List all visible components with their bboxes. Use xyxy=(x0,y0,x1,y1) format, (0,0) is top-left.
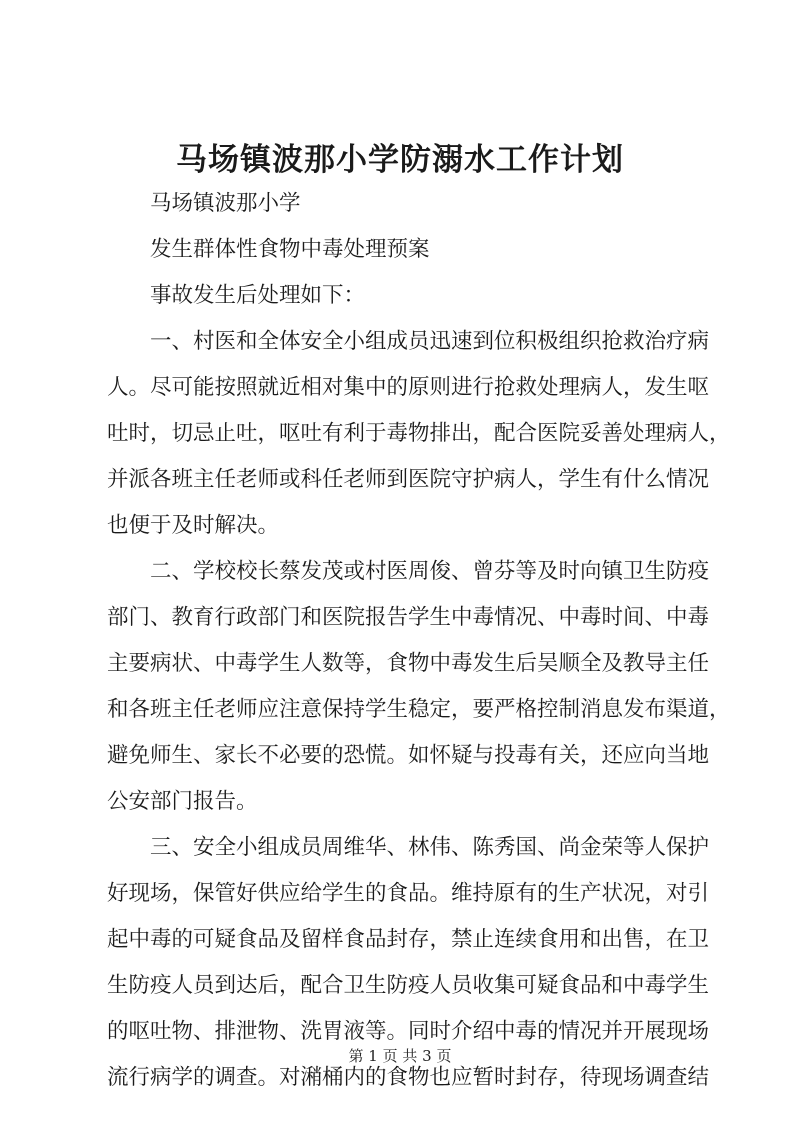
paragraph-line: 发生群体性食物中毒处理预案 xyxy=(150,237,430,262)
paragraph-line: 和各班主任老师应注意保持学生稳定，要严格控制消息发布渠道， xyxy=(107,697,731,722)
paragraph-line: 并派各班主任老师或科任老师到医院守护病人，学生有什么情况 xyxy=(107,467,710,492)
paragraph-line: 人。尽可能按照就近相对集中的原则进行抢救处理病人，发生呕 xyxy=(107,375,710,400)
document-title: 马场镇波那小学防溺水工作计划 xyxy=(176,142,624,178)
paragraph-line: 流行病学的调查。对潲桶内的食物也应暂时封存，待现场调查结 xyxy=(107,1065,710,1090)
document-body xyxy=(107,181,731,1101)
paragraph-line: 马场镇波那小学 xyxy=(150,191,301,216)
paragraph-line: 生防疫人员到达后，配合卫生防疫人员收集可疑食品和中毒学生 xyxy=(107,973,710,998)
page-number-footer: 第 1 页 共 3 页 xyxy=(348,1047,452,1065)
paragraph-line: 公安部门报告。 xyxy=(107,789,258,814)
paragraph-line: 避免师生、家长不必要的恐慌。如怀疑与投毒有关，还应向当地 xyxy=(107,743,710,768)
paragraph-line: 主要病状、中毒学生人数等，食物中毒发生后吴顺全及教导主任 xyxy=(107,651,710,676)
paragraph-line: 起中毒的可疑食品及留样食品封存，禁止连续食用和出售，在卫 xyxy=(107,927,710,952)
paragraph-line: 部门、教育行政部门和医院报告学生中毒情况、中毒时间、中毒 xyxy=(107,605,710,630)
paragraph-line: 的呕吐物、排泄物、洗胃液等。同时介绍中毒的情况并开展现场 xyxy=(107,1019,710,1044)
paragraph-line: 一、村医和全体安全小组成员迅速到位积极组织抢救治疗病 xyxy=(150,329,710,354)
paragraph-line: 吐时，切忌止吐，呕吐有利于毒物排出，配合医院妥善处理病人， xyxy=(107,421,731,446)
paragraph-line: 事故发生后处理如下： xyxy=(150,283,366,308)
paragraph-line: 好现场，保管好供应给学生的食品。维持原有的生产状况，对引 xyxy=(107,881,710,906)
paragraph-line: 二、学校校长蔡发茂或村医周俊、曾芬等及时向镇卫生防疫 xyxy=(150,559,710,584)
paragraph-line: 三、安全小组成员周维华、林伟、陈秀国、尚金荣等人保护 xyxy=(150,835,710,860)
paragraph-line: 也便于及时解决。 xyxy=(107,513,280,538)
